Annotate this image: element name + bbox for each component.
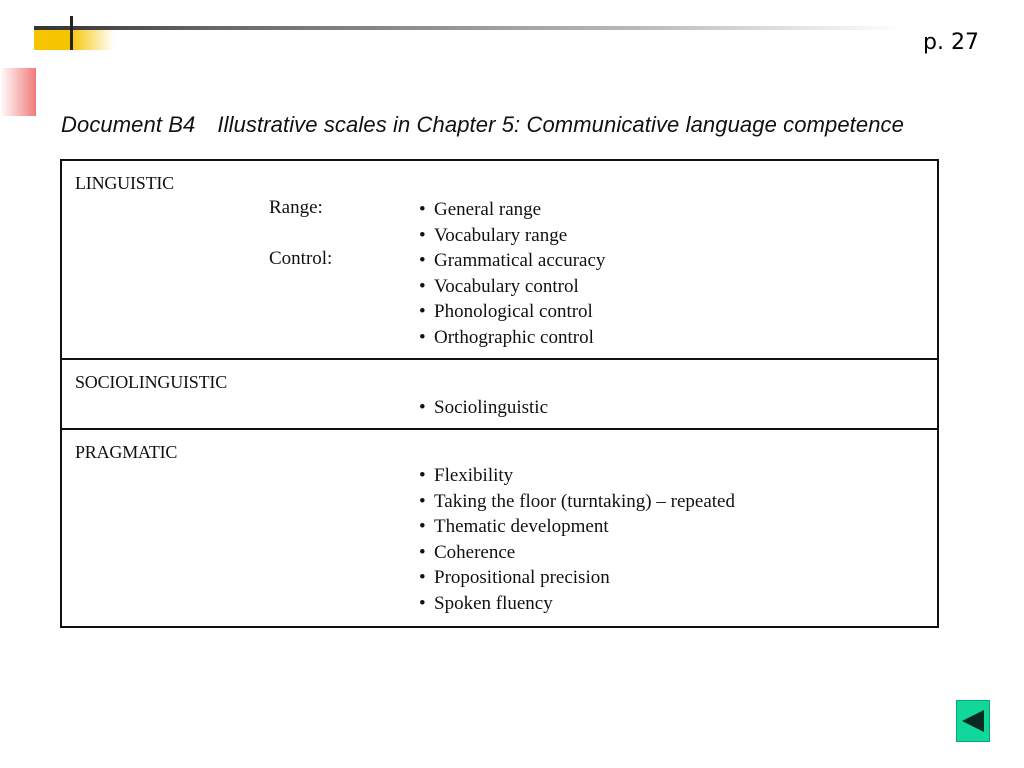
document-heading: Illustrative scales in Chapter 5: Communicative language competence xyxy=(217,112,904,137)
header-tick xyxy=(70,16,73,50)
triangle-left-icon xyxy=(957,701,989,741)
list-item: • Vocabulary control xyxy=(419,274,605,300)
list-item: • Coherence xyxy=(419,540,735,566)
list-item: • Propositional precision xyxy=(419,565,735,591)
list-item: • Thematic development xyxy=(419,514,735,540)
range-label: Range: xyxy=(269,197,323,218)
previous-slide-button[interactable] xyxy=(956,700,990,742)
control-list xyxy=(419,248,605,350)
range-list xyxy=(419,197,567,248)
page-number: p. 27 xyxy=(923,30,979,55)
sociolinguistic-list xyxy=(419,395,548,421)
corner-accent-red xyxy=(0,68,36,116)
section-title: SOCIOLINGUISTIC xyxy=(75,372,227,392)
section-title: LINGUISTIC xyxy=(75,173,174,193)
list-item: • Vocabulary range xyxy=(419,223,567,249)
section-title: PRAGMATIC xyxy=(75,442,178,462)
document-title xyxy=(61,112,904,138)
header-rule xyxy=(34,26,904,30)
list-item: • Grammatical accuracy xyxy=(419,248,605,274)
list-item: • Flexibility xyxy=(419,463,735,489)
list-item: • General range xyxy=(419,197,567,223)
pragmatic-list xyxy=(419,463,735,617)
section-linguistic xyxy=(62,161,937,360)
list-item: • Orthographic control xyxy=(419,325,605,351)
list-item: • Spoken fluency xyxy=(419,591,735,617)
control-label: Control: xyxy=(269,248,333,269)
list-item: • Taking the floor (turntaking) – repeated xyxy=(419,489,735,515)
section-sociolinguistic xyxy=(62,360,937,430)
list-item: • Sociolinguistic xyxy=(419,395,548,421)
list-item: • Phonological control xyxy=(419,299,605,325)
document-label: Document B4 xyxy=(61,112,196,137)
section-pragmatic xyxy=(62,430,937,626)
scales-table xyxy=(60,159,939,628)
corner-accent-yellow xyxy=(34,28,114,50)
